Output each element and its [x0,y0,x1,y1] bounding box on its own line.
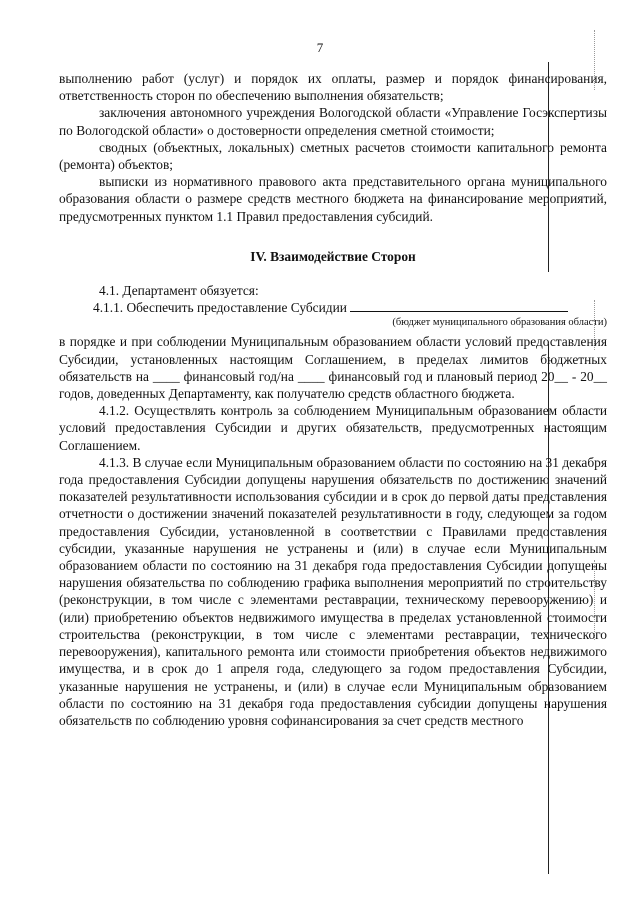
clause-4-1-3: 4.1.3. В случае если Муниципальным образованием области по состоянию на 31 декабря года предоставления Субсидии допущены нарушения обязательств по достижению значений показателей результативности использования субсидии и в срок до первой даты представления отчетности о достижении значений показателей результативности в году, следующем за годом предоставления Субсидии, установленной в соответствии с Правилами предоставления субсидии, указанные нарушения не устранены и (или) в случае если Муниципальным образованием области по состоянию на 31 декабря года предоставления Субсидии допущены нарушения обязательства по соблюдению графика выполнения мероприятий по строительству (реконструкции, в том числе с элементами реставрации, техническому перевооружению) и (или) приобретению объектов недвижимого имущества в пределах установленной стоимости строительства (реконструкции, в том числе с элементами реставрации, технического перевооружения), капитального ремонта или стоимости приобретения объектов недвижимого имущества, и в срок до 1 апреля года, следующего за годом предоставления Субсидии, указанные нарушения не устранены, и (или) в случае если Муниципальным образованием области по состоянию на 31 декабря года предоставления субсидии допущены нарушения обязательств по соблюдению уровня софинансирования за счет средств местного [59,454,607,728]
clause-4-1-1-lead [59,299,607,316]
clause-4-1: 4.1. Департамент обязуется: [99,283,259,299]
document-body [59,70,607,729]
clause-4-1-1-lead-text: 4.1.1. Обеспечить предоставление Субсидии [93,300,347,316]
paragraph: выполнению работ (услуг) и порядок их оплаты, размер и порядок финансирования, ответственность сторон по обеспечению выполнения обязательств; [59,71,607,104]
clause-4-1-2: 4.1.2. Осуществлять контроль за соблюдением Муниципальным образованием области условий предоставления Субсидии и других обязательств, предусмотренных настоящим Соглашением. [59,403,607,453]
section-heading: IV. Взаимодействие Сторон [250,248,416,264]
budget-blank [350,299,568,312]
paragraph: выписки из нормативного правового акта представительного органа муниципального образования области о размере средств местного бюджета на финансирование мероприятий, предусмотренных пунктом 1.1 Правил предоставления субсидий. [59,174,607,224]
clause-4-1-1-body: в порядке и при соблюдении Муниципальным образованием области условий предоставления Субсидии, установленных настоящим Соглашением, в пределах лимитов бюджетных обязательств на ____ финансовый год/на ____ финансовый год и плановый период 20__ - 20__ годов, доведенных Департаменту, как получателю средств областного бюджета. [59,334,607,402]
budget-hint: (бюджет муниципального образования области) [392,317,607,329]
paragraph: сводных (объектных, локальных) сметных расчетов стоимости капитального ремонта (ремонта) объектов; [59,139,607,173]
page-number: 7 [316,40,324,55]
paragraph: заключения автономного учреждения Вологодской области «Управление Госэкспертизы по Вологодской области» о достоверности определения сметной стоимости; [59,105,607,138]
